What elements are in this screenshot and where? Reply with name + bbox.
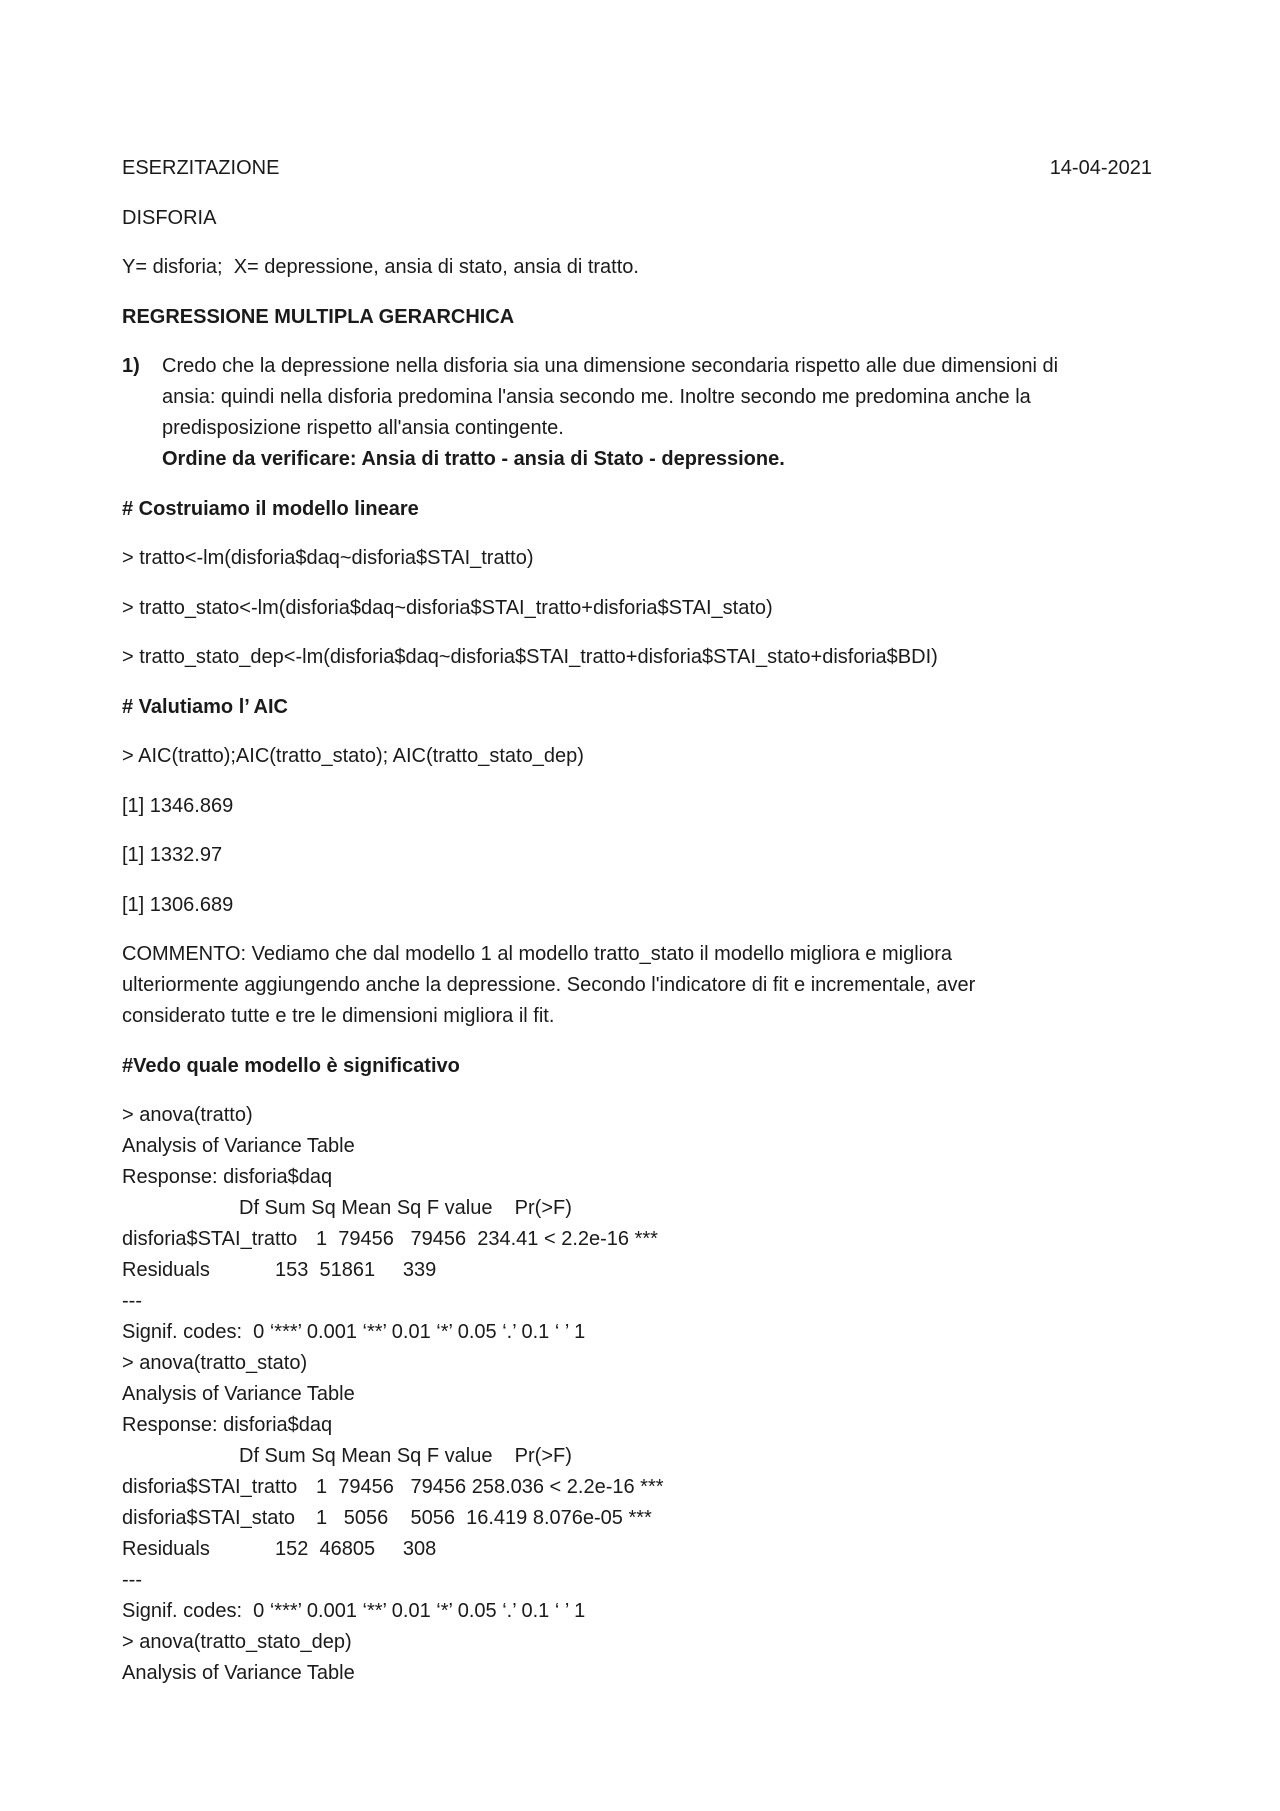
anova-row [122, 1503, 1152, 1534]
anova-separator: --- [122, 1569, 142, 1591]
aic-result: [1] 1346.869 [122, 794, 234, 817]
aic-result: [1] 1306.689 [122, 893, 234, 916]
anova-row-values: 1 79456 79456 234.41 < 2.2e-16 *** [316, 1228, 658, 1250]
document-date: 14-04-2021 [1049, 157, 1152, 179]
anova-title: Analysis of Variance Table [122, 1383, 355, 1405]
anova-row-name: Residuals [122, 1259, 210, 1281]
anova-row-values: 1 79456 79456 258.036 < 2.2e-16 *** [316, 1476, 664, 1498]
anova-output [122, 1100, 1152, 1689]
variables-line: Y= disforia; X= depressione, ansia di stato, ansia di tratto. [122, 256, 639, 278]
anova-header [122, 1193, 1152, 1224]
anova-codes: Signif. codes: 0 ‘***’ 0.001 ‘**’ 0.01 ‘*’ 0.05 ‘.’ 0.1 ‘ ’ 1 [122, 1321, 586, 1343]
anova-row [122, 1472, 1152, 1503]
anova-response: Response: disforia$daq [122, 1166, 333, 1188]
anova-response: Response: disforia$daq [122, 1414, 333, 1436]
anova-row-name: Residuals [122, 1538, 210, 1560]
numbered-item-1 [122, 351, 1152, 475]
item-number: 1) [122, 355, 140, 377]
anova-separator: --- [122, 1290, 142, 1312]
anova-command: > anova(tratto_stato_dep) [122, 1631, 352, 1653]
anova-row-name: disforia$STAI_stato [122, 1507, 296, 1529]
anova-row-values: 152 46805 308 [275, 1538, 437, 1560]
comment-line: ulteriormente aggiungendo anche la depressione. Secondo l'indicatore di fit e incrementale, aver [122, 974, 976, 996]
section-title: REGRESSIONE MULTIPLA GERARCHICA [122, 305, 515, 328]
anova-codes: Signif. codes: 0 ‘***’ 0.001 ‘**’ 0.01 ‘*’ 0.05 ‘.’ 0.1 ‘ ’ 1 [122, 1600, 586, 1622]
comment-line: considerato tutte e tre le dimensioni migliora il fit. [122, 1005, 555, 1027]
anova-title: Analysis of Variance Table [122, 1662, 355, 1684]
document-content [122, 153, 1152, 1689]
anova-header-text: Df Sum Sq Mean Sq F value Pr(>F) [239, 1445, 572, 1467]
subtitle: DISFORIA [122, 206, 217, 229]
item-order: Ordine da verificare: Ansia di tratto - ansia di Stato - depressione. [162, 448, 785, 470]
anova-row-values: 153 51861 339 [275, 1259, 437, 1281]
anova-command: > anova(tratto_stato) [122, 1352, 308, 1374]
aic-result: [1] 1332.97 [122, 844, 223, 866]
anova-command: > anova(tratto) [122, 1104, 253, 1126]
heading-aic: # Valutiamo l’ AIC [122, 695, 288, 718]
aic-command: > AIC(tratto);AIC(tratto_stato); AIC(tratto_stato_dep) [122, 745, 584, 767]
header-row [122, 153, 1152, 184]
code-line: > tratto<-lm(disforia$daq~disforia$STAI_tratto) [122, 547, 534, 569]
anova-row-values: 1 5056 5056 16.419 8.076e-05 *** [316, 1507, 652, 1529]
anova-row-name: disforia$STAI_tratto [122, 1228, 298, 1250]
anova-header [122, 1441, 1152, 1472]
document-title: ESERZITAZIONE [122, 157, 280, 179]
anova-title: Analysis of Variance Table [122, 1135, 355, 1157]
code-line: > tratto_stato_dep<-lm(disforia$daq~disforia$STAI_tratto+disforia$STAI_stato+disforia$BDI) [122, 646, 938, 668]
item-line: predisposizione rispetto all'ansia contingente. [162, 417, 564, 439]
anova-row [122, 1534, 1152, 1565]
code-line: > tratto_stato<-lm(disforia$daq~disforia$STAI_tratto+disforia$STAI_stato) [122, 596, 773, 619]
item-body [162, 351, 1152, 475]
comment-paragraph [122, 939, 1152, 1032]
comment-line: COMMENTO: Vediamo che dal modello 1 al modello tratto_stato il modello migliora e migliora [122, 943, 952, 965]
item-line: Credo che la depressione nella disforia sia una dimensione secondaria rispetto alle due dimensioni di [162, 355, 1059, 377]
anova-row [122, 1255, 1152, 1286]
heading-model: # Costruiamo il modello lineare [122, 497, 419, 520]
anova-row-name: disforia$STAI_tratto [122, 1476, 298, 1498]
item-line: ansia: quindi nella disforia predomina l'ansia secondo me. Inoltre secondo me predomina anche la [162, 386, 1031, 408]
heading-significance: #Vedo quale modello è significativo [122, 1054, 460, 1077]
anova-row [122, 1224, 1152, 1255]
anova-header-text: Df Sum Sq Mean Sq F value Pr(>F) [239, 1197, 572, 1219]
